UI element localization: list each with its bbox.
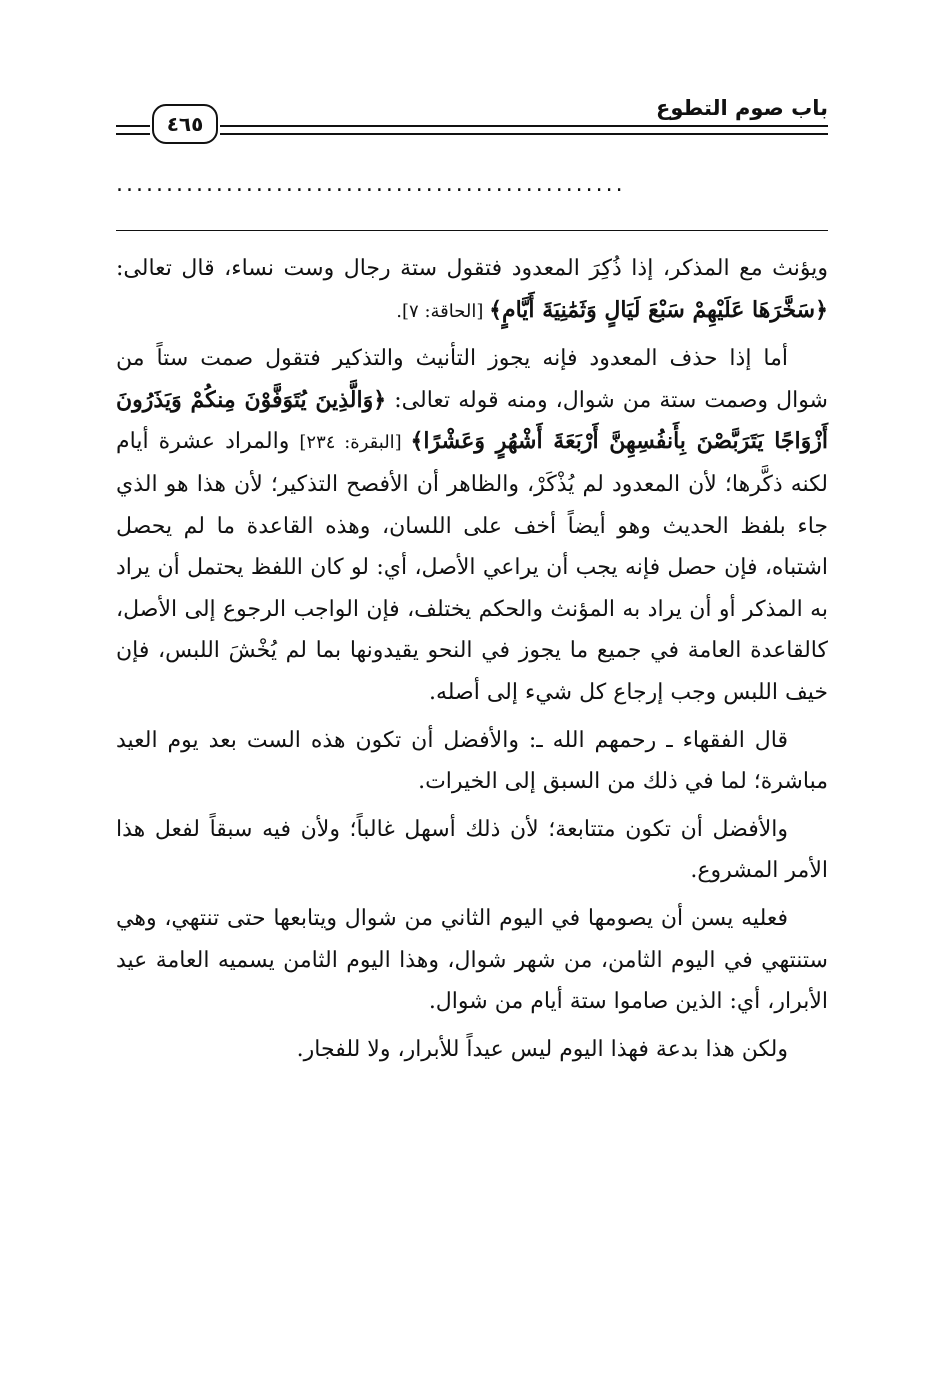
paragraph: [116, 809, 828, 892]
paragraph: [116, 248, 828, 332]
separator-rule: [116, 230, 828, 231]
paragraph: [116, 720, 828, 803]
verse-reference: [الحاقة: ٧].: [396, 300, 490, 322]
paragraph-text: ويؤنث مع المذكر، إذا ذُكِرَ المعدود فتقول ستة رجال وست نساء، قال تعالى:: [116, 256, 828, 281]
paragraph-text: أما إذا حذف المعدود فإنه يجوز التأنيث والتذكير فتقول صمت ستاً من شوال وصمت ستة من شوال، ومنه قوله تعالى:: [116, 346, 828, 413]
quran-verse: ﴿سَخَّرَهَا عَلَيْهِمْ سَبْعَ لَيَالٍ وَثَمَٰنِيَةَ أَيَّامٍ﴾: [489, 296, 828, 323]
verse-reference: [البقرة: ٢٣٤]: [299, 432, 411, 454]
paragraph: [116, 898, 828, 1023]
paragraph: [116, 1029, 828, 1071]
quran-verse: ﴿وَالَّذِينَ يُتَوَفَّوْنَ مِنكُمْ وَيَذَرُونَ أَزْوَاجًا يَتَرَبَّصْنَ بِأَنفُسِهِنَّ أَرْبَعَةَ أَشْهُرٍ وَعَشْرًا﴾: [116, 386, 828, 455]
paragraph-text-continued: والمراد عشرة أيام لكنه ذكَّرها؛ لأن المعدود لم يُذْكَرْ، والظاهر أن الأفصح التذكير؛ لأن هذا هو الذي جاء بلفظ الحديث وهو أيضاً أخف على اللسان، وهذه القاعدة ما لم يحصل اشتباه، فإن حصل فإنه يجب أن يراعي الأصل، أي: لو كان اللفظ يحتمل أن يراد به المذكر أو أن يراد به المؤنث والحكم يختلف، فإن الواجب الرجوع إلى الأصل، كالقاعدة العامة في جميع ما يجوز في النحو يقيدونها بما لم يُخْشَ اللبس، فإن خيف اللبس وجب إرجاع كل شيء إلى أصله.: [116, 429, 828, 705]
body-text: [116, 248, 828, 1076]
header-rule-right: [220, 125, 828, 135]
running-header: [116, 96, 828, 152]
paragraph-text: والأفضل أن تكون متتابعة؛ لأن ذلك أسهل غالباً؛ ولأن فيه سبقاً لفعل هذا الأمر المشروع.: [116, 816, 828, 884]
paragraph-text: ولكن هذا بدعة فهذا اليوم ليس عيداً للأبرار، ولا للفجار.: [296, 1036, 788, 1062]
chapter-title: باب صوم التطوع: [656, 96, 828, 120]
paragraph: [116, 338, 828, 713]
page-number: ٤٦٥: [152, 104, 218, 144]
paragraph-text: فعليه يسن أن يصومها في اليوم الثاني من شوال ويتابعها حتى تنتهي، وهي ستنتهي في اليوم الثامن، من شهر شوال، وهذا اليوم الثامن يسميه العامة عيد الأبرار، أي: الذين صاموا ستة أيام من شوال.: [116, 905, 828, 1015]
continuation-dots: ...................................................: [116, 172, 626, 197]
header-rule-left: [116, 125, 150, 135]
paragraph-text: قال الفقهاء ـ رحمهم الله ـ: والأفضل أن تكون هذه الست بعد يوم العيد مباشرة؛ لما في ذلك من السبق إلى الخيرات.: [116, 727, 828, 795]
